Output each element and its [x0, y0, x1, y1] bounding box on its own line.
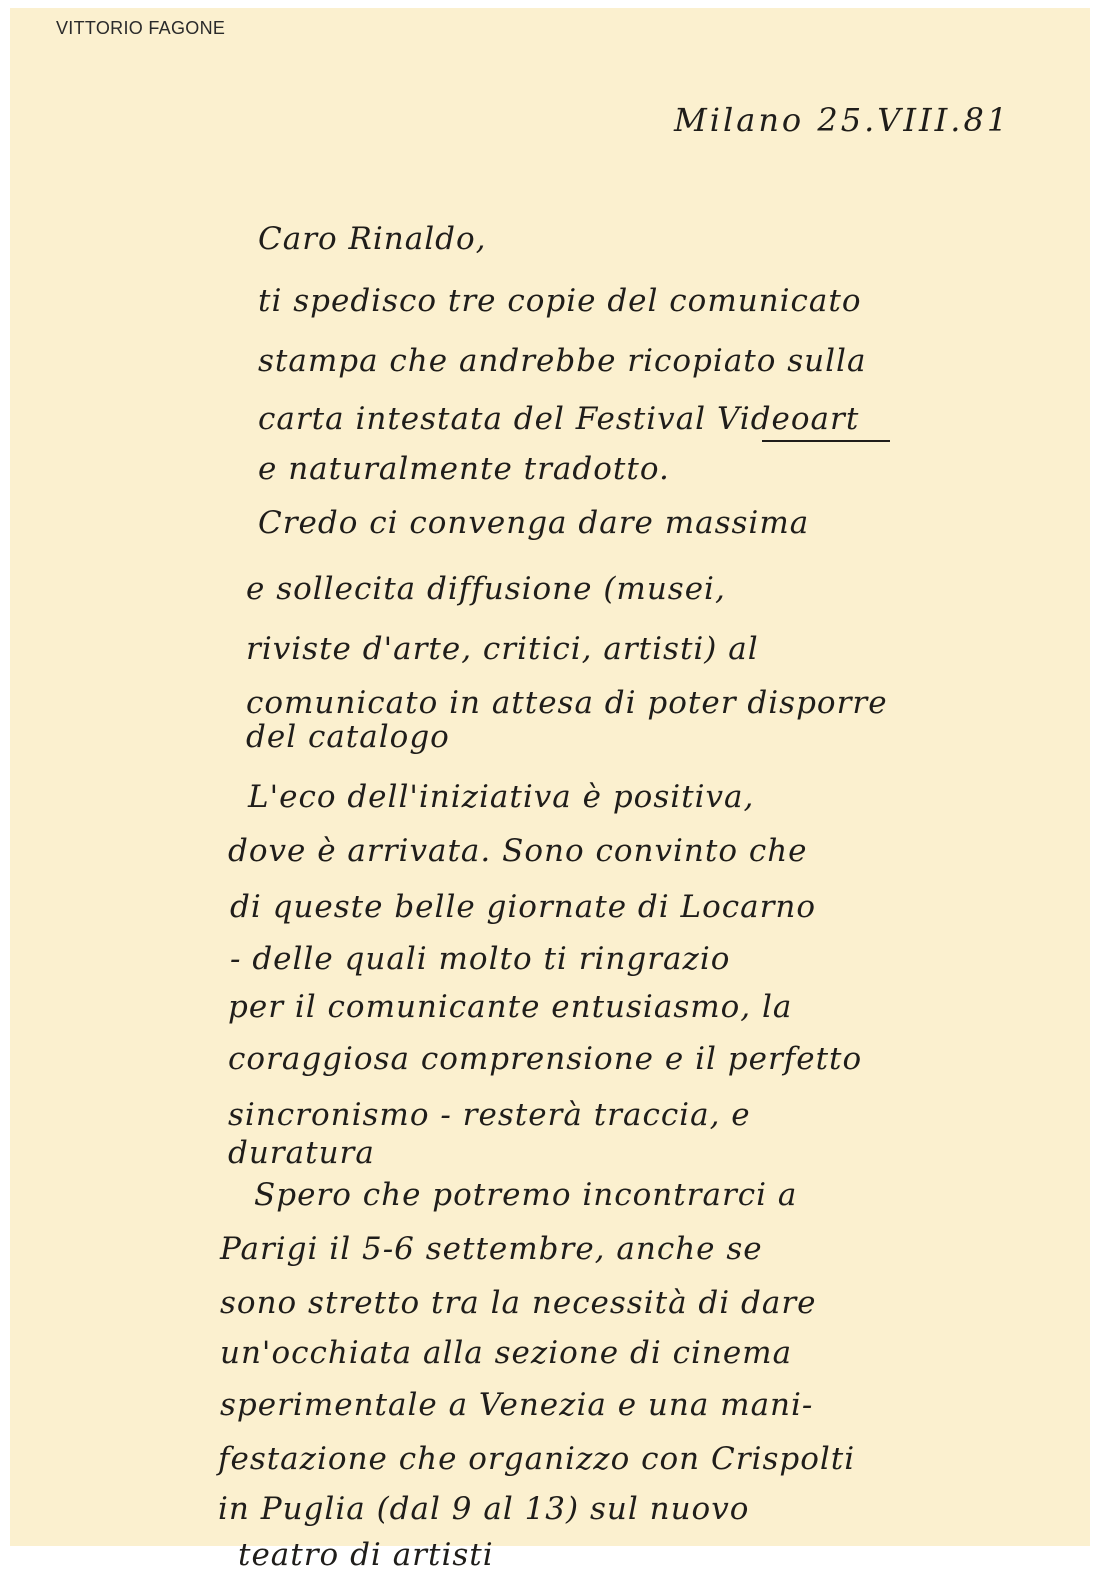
body-line: sperimentale a Venezia e una mani-	[220, 1387, 814, 1423]
body-line: festazione che organizzo con Crispolti	[218, 1441, 856, 1477]
body-line: comunicato in attesa di poter disporre	[246, 685, 888, 721]
body-line: in Puglia (dal 9 al 13) sul nuovo	[218, 1491, 750, 1527]
videoart-underline	[762, 440, 890, 442]
body-line: duratura	[228, 1135, 375, 1171]
body-line: un'occhiata alla sezione di cinema	[220, 1335, 793, 1371]
letter-date: Milano 25.VIII.81	[674, 101, 1011, 139]
body-line: teatro di artisti	[238, 1537, 494, 1573]
body-line: ti spedisco tre copie del comunicato	[258, 283, 862, 319]
body-line: e sollecita diffusione (musei,	[246, 571, 726, 607]
body-line: del catalogo	[246, 719, 450, 755]
body-line: Credo ci convenga dare massima	[258, 505, 810, 541]
body-line: L'eco dell'iniziativa è positiva,	[248, 779, 755, 815]
body-line: sincronismo - resterà traccia, e	[228, 1097, 751, 1133]
body-line: sono stretto tra la necessità di dare	[220, 1285, 817, 1321]
salutation: Caro Rinaldo,	[258, 221, 487, 257]
body-line: di queste belle giornate di Locarno	[230, 889, 817, 925]
body-line: e naturalmente tradotto.	[258, 451, 670, 487]
letter-page	[10, 8, 1090, 1573]
body-line: coraggiosa comprensione e il perfetto	[228, 1041, 863, 1077]
body-line: stampa che andrebbe ricopiato sulla	[258, 343, 867, 379]
letterhead: VITTORIO FAGONE	[56, 18, 226, 38]
body-line: Spero che potremo incontrarci a	[254, 1177, 798, 1213]
body-line: riviste d'arte, critici, artisti) al	[246, 631, 759, 667]
body-line: - delle quali molto ti ringrazio	[230, 941, 731, 977]
body-line: dove è arrivata. Sono convinto che	[228, 833, 808, 869]
body-line: Parigi il 5-6 settembre, anche se	[220, 1231, 763, 1267]
body-line: per il comunicante entusiasmo, la	[228, 989, 793, 1025]
body-line: carta intestata del Festival Videoart	[258, 401, 860, 437]
